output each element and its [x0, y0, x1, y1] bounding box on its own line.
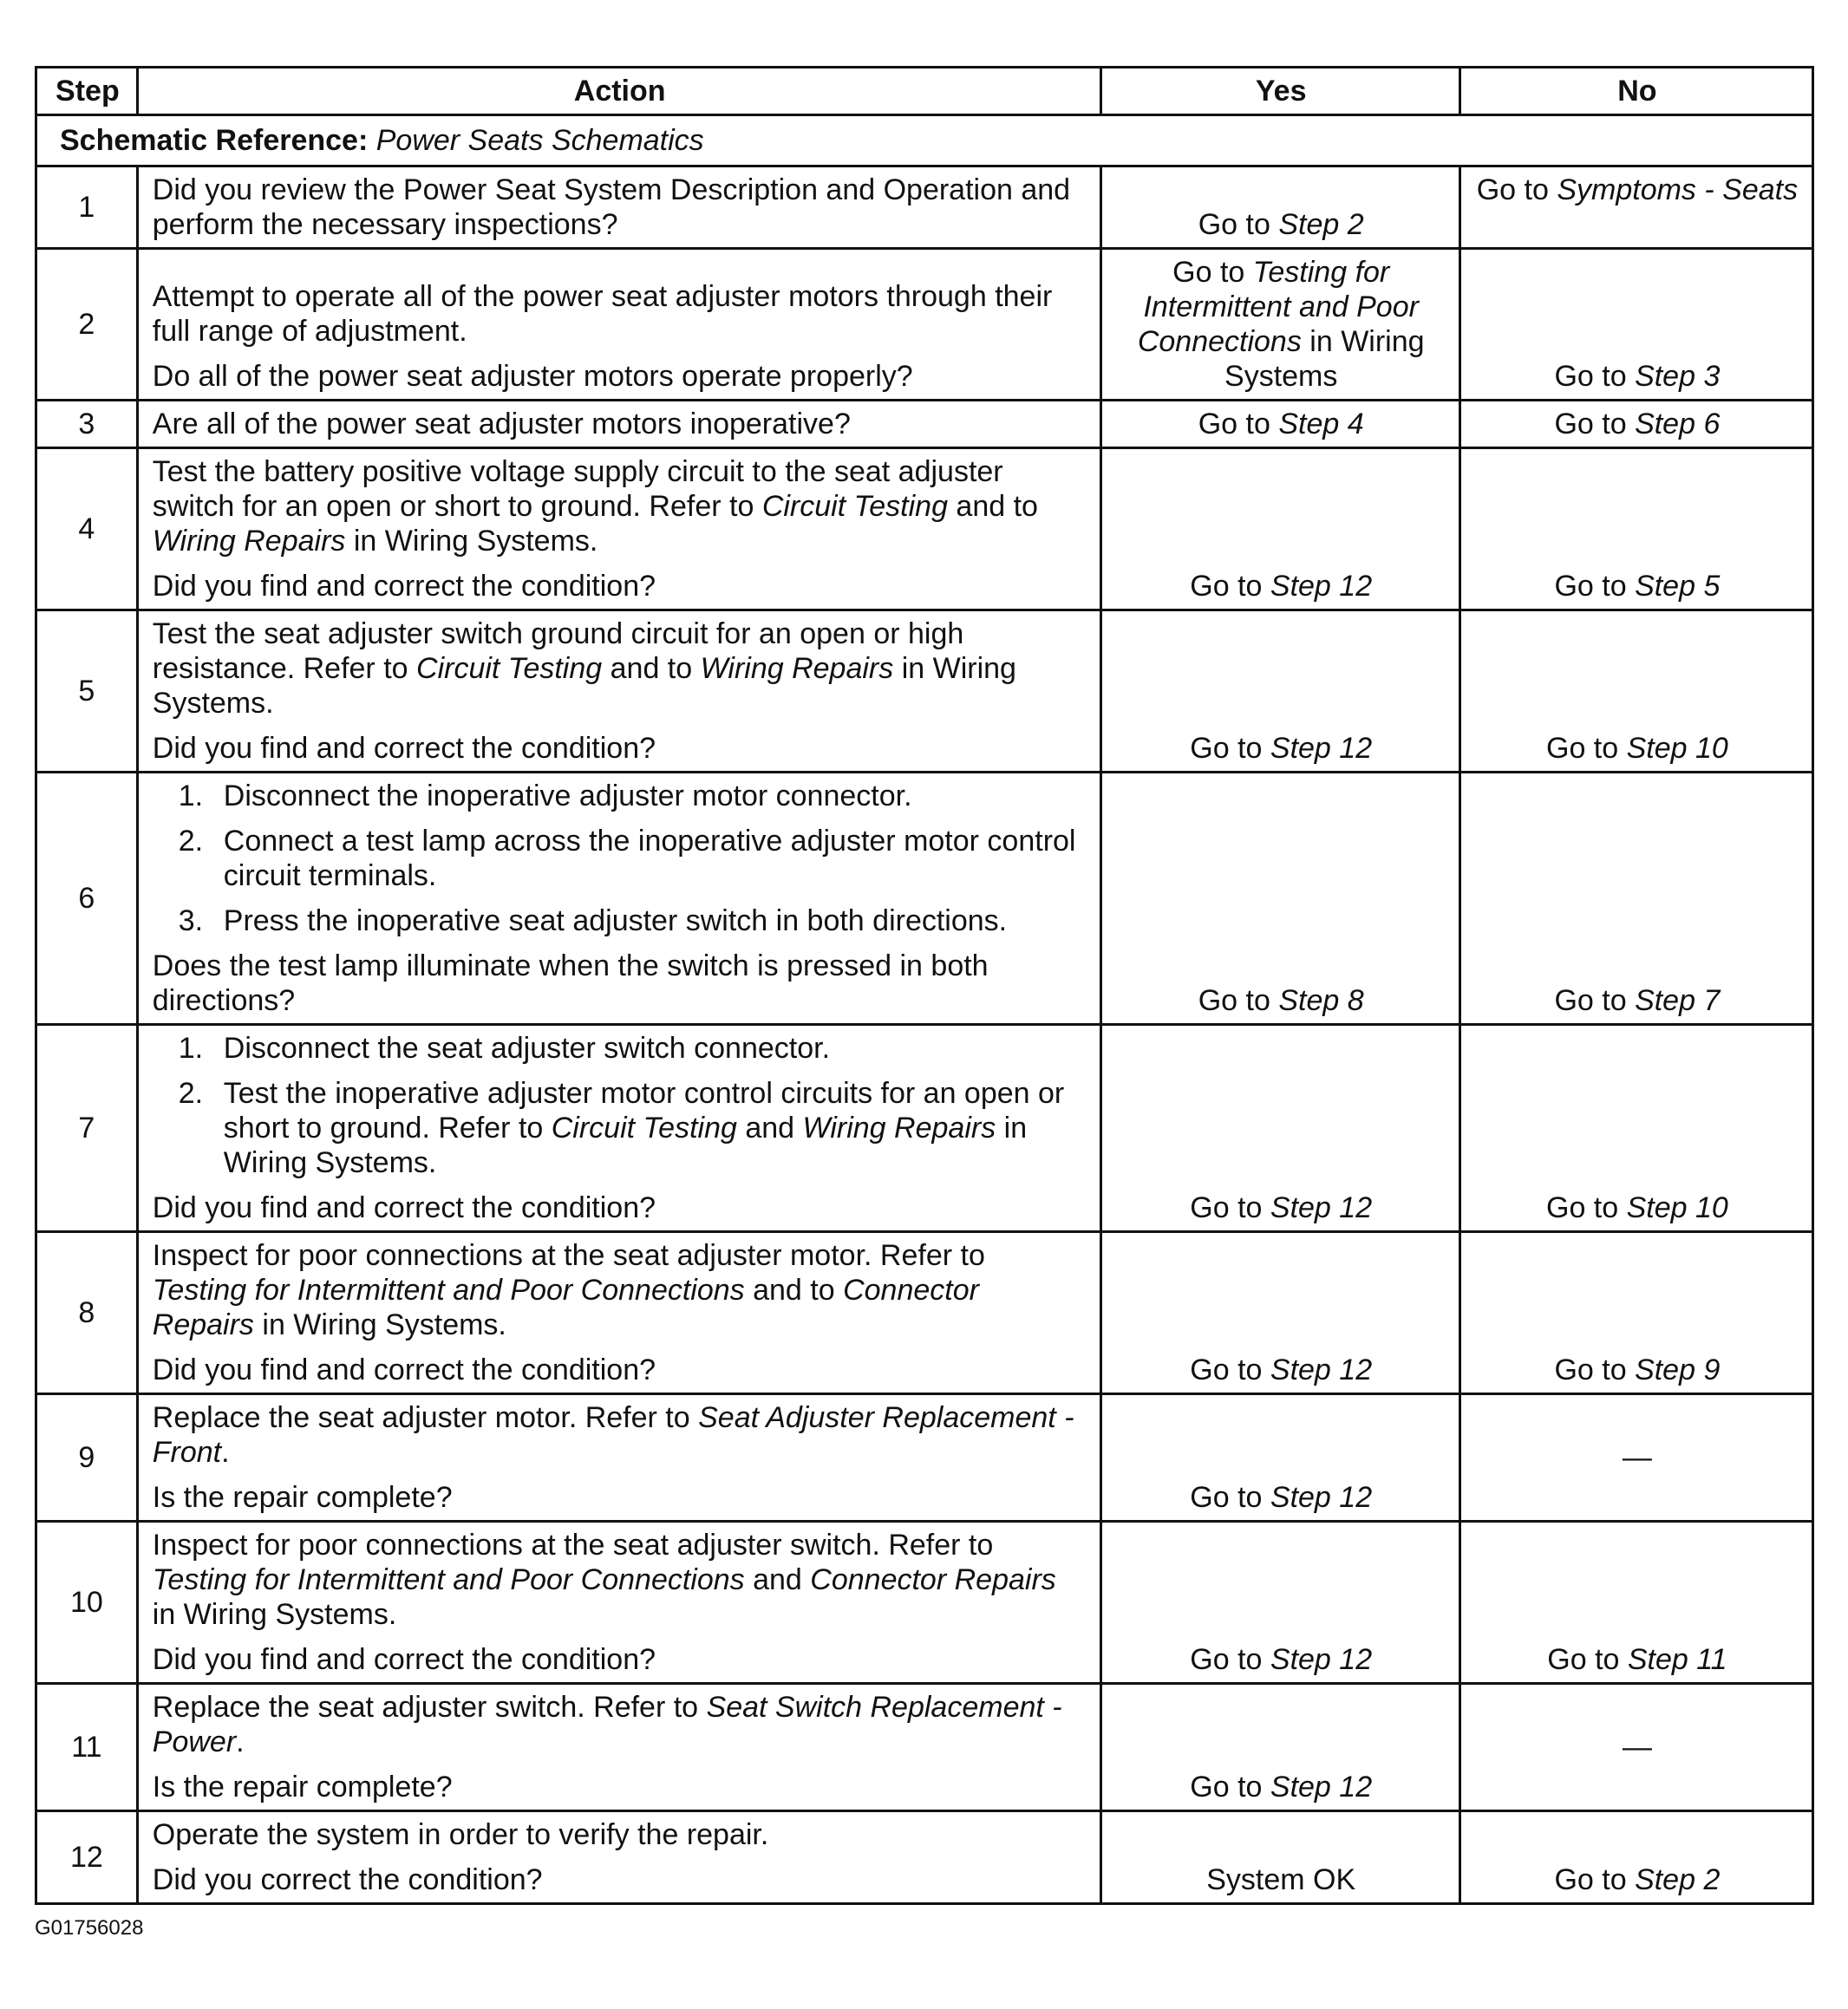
table-row — [36, 166, 1813, 249]
no-cell — [1459, 610, 1812, 773]
action-substep — [153, 824, 1087, 893]
action-text: . — [221, 1436, 230, 1469]
no-cell — [1459, 401, 1812, 448]
action-sentence — [153, 1400, 1087, 1470]
action-sentence — [153, 1817, 1087, 1852]
action-cell — [137, 1394, 1100, 1522]
action-text: Replace the seat adjuster switch. Refer to — [152, 1691, 707, 1724]
action-reference: Connector Repairs — [152, 1274, 979, 1341]
action-sentence — [153, 1353, 1087, 1387]
yes-cell — [1100, 1522, 1459, 1684]
step-number: 5 — [36, 610, 138, 773]
table-row — [36, 610, 1813, 773]
action-reference: Testing for Intermittent and Poor Connections — [152, 1274, 745, 1307]
no-reference: Step 5 — [1635, 570, 1721, 603]
action-text: Test the seat adjuster switch ground circuit for an open or high resistance. Refer to — [152, 617, 964, 685]
action-sentence — [153, 569, 1087, 603]
no-reference: Step 11 — [1627, 1643, 1727, 1676]
step-number: 1 — [36, 166, 138, 249]
action-text: Replace the seat adjuster motor. Refer to — [152, 1401, 699, 1434]
table-row — [36, 1811, 1813, 1904]
no-cell — [1459, 448, 1812, 610]
yes-cell — [1100, 166, 1459, 249]
header-row — [36, 68, 1813, 115]
no-cell — [1459, 773, 1812, 1025]
schematic-reference-row — [36, 115, 1813, 166]
action-cell — [137, 1522, 1100, 1684]
action-text: in Wiring Systems. — [345, 525, 598, 558]
action-text: Did you find and correct the condition? — [152, 570, 656, 603]
action-sentence — [153, 359, 1087, 394]
substep-number: 2. — [178, 825, 204, 858]
yes-reference: Step 12 — [1270, 1643, 1373, 1676]
action-text: and to — [744, 1274, 844, 1307]
action-cell — [137, 166, 1100, 249]
action-substep — [153, 1076, 1087, 1180]
action-substep — [153, 1031, 1087, 1066]
schematic-reference-value: Power Seats Schematics — [375, 124, 704, 157]
yes-reference: Step 12 — [1270, 1191, 1373, 1224]
table-row — [36, 1394, 1813, 1522]
step-number: 8 — [36, 1232, 138, 1394]
substep-text: and — [736, 1112, 803, 1145]
table-row — [36, 1522, 1813, 1684]
action-text: and — [744, 1563, 811, 1596]
substep-reference: Circuit Testing — [551, 1112, 737, 1145]
step-number: 12 — [36, 1811, 138, 1904]
no-text: Go to — [1554, 570, 1636, 603]
yes-reference: Step 8 — [1278, 984, 1364, 1017]
action-sentence — [153, 1190, 1087, 1225]
no-text: Go to — [1547, 1643, 1628, 1676]
action-reference: Connector Repairs — [810, 1563, 1056, 1596]
action-text: Test the battery positive voltage supply circuit to the seat adjuster switch for an open or short to ground. Refer to — [152, 455, 1003, 523]
table-body — [36, 115, 1813, 1904]
action-reference: Wiring Repairs — [152, 525, 346, 558]
action-sentence — [153, 454, 1087, 558]
yes-cell — [1100, 448, 1459, 610]
action-text: Operate the system in order to verify the repair. — [152, 1818, 769, 1851]
diagnostic-table — [35, 66, 1814, 1905]
step-number: 7 — [36, 1025, 138, 1232]
action-sentence — [153, 1238, 1087, 1342]
action-cell — [137, 1811, 1100, 1904]
yes-text: Go to — [1190, 1353, 1270, 1386]
substep-number: 1. — [178, 779, 204, 812]
yes-text: Go to — [1190, 1191, 1270, 1224]
yes-text: Go to — [1198, 208, 1279, 241]
substep-text: Connect a test lamp across the inoperative adjuster motor control circuit terminals. — [223, 825, 1076, 892]
substep-text: Press the inoperative seat adjuster switch in both directions. — [223, 904, 1008, 937]
action-sentence — [153, 616, 1087, 721]
action-cell — [137, 610, 1100, 773]
yes-text: Go to — [1198, 408, 1279, 440]
no-reference: Step 10 — [1626, 1191, 1728, 1224]
yes-cell — [1100, 1811, 1459, 1904]
action-reference: Testing for Intermittent and Poor Connections — [152, 1563, 745, 1596]
action-reference: Seat Switch Replacement - Power — [152, 1691, 1062, 1758]
action-text: in Wiring Systems. — [152, 1598, 397, 1631]
no-reference: Step 7 — [1635, 984, 1721, 1017]
action-sentence — [153, 407, 1087, 441]
no-cell — [1459, 1025, 1812, 1232]
action-text: Did you find and correct the condition? — [152, 1191, 656, 1224]
no-cell — [1459, 1811, 1812, 1904]
table-row — [36, 1684, 1813, 1811]
action-text: in Wiring Systems. — [152, 652, 1016, 720]
no-reference: Step 10 — [1626, 732, 1728, 765]
substep-reference: Wiring Repairs — [802, 1112, 996, 1145]
action-sentence — [153, 1642, 1087, 1677]
substep-number: 2. — [178, 1077, 204, 1110]
action-cell — [137, 448, 1100, 610]
action-reference: Wiring Repairs — [700, 652, 894, 685]
yes-reference: Step 2 — [1278, 208, 1364, 241]
substep-text: Disconnect the inoperative adjuster motor connector. — [223, 779, 912, 812]
action-sentence — [153, 279, 1087, 349]
yes-text: Go to — [1190, 732, 1270, 765]
action-sentence — [153, 731, 1087, 766]
action-cell — [137, 1684, 1100, 1811]
no-reference: Symptoms - Seats — [1557, 173, 1799, 206]
step-number: 2 — [36, 249, 138, 401]
action-text: Did you find and correct the condition? — [152, 1353, 656, 1386]
action-sentence — [153, 1480, 1087, 1515]
substep-text: in Wiring Systems. — [223, 1112, 1028, 1179]
action-cell — [137, 401, 1100, 448]
em-dash: — — [1622, 1441, 1652, 1474]
yes-text: System OK — [1206, 1863, 1356, 1896]
yes-cell — [1100, 249, 1459, 401]
no-reference: Step 9 — [1635, 1353, 1721, 1386]
yes-reference: Step 12 — [1270, 1481, 1373, 1514]
no-text: Go to — [1554, 984, 1636, 1017]
table-row — [36, 249, 1813, 401]
action-sentence — [153, 1528, 1087, 1632]
action-text: . — [236, 1725, 245, 1758]
yes-text: Go to — [1190, 570, 1270, 603]
no-text: Go to — [1554, 408, 1636, 440]
yes-cell — [1100, 1684, 1459, 1811]
action-text: and to — [602, 652, 701, 685]
action-text: Are all of the power seat adjuster motors inoperative? — [152, 408, 851, 440]
no-text: Go to — [1554, 1863, 1636, 1896]
step-number: 4 — [36, 448, 138, 610]
substep-text: Test the inoperative adjuster motor control circuits for an open or short to ground. Refer to — [223, 1077, 1065, 1145]
action-substep — [153, 779, 1087, 813]
yes-cell — [1100, 773, 1459, 1025]
action-cell — [137, 773, 1100, 1025]
yes-reference: Step 12 — [1270, 570, 1373, 603]
action-text: Inspect for poor connections at the seat adjuster motor. Refer to — [152, 1239, 985, 1272]
step-number: 11 — [36, 1684, 138, 1811]
yes-cell — [1100, 610, 1459, 773]
action-sentence — [153, 1770, 1087, 1804]
no-text: Go to — [1476, 173, 1557, 206]
header-action: Action — [137, 68, 1100, 115]
header-step: Step — [36, 68, 138, 115]
yes-reference: Step 12 — [1270, 1771, 1373, 1804]
yes-text: Go to — [1190, 1643, 1270, 1676]
action-text: Did you review the Power Seat System Description and Operation and perform the necessary inspections? — [152, 173, 1071, 241]
action-cell — [137, 249, 1100, 401]
yes-reference: Step 12 — [1270, 732, 1373, 765]
step-number: 9 — [36, 1394, 138, 1522]
action-cell — [137, 1025, 1100, 1232]
action-reference: Circuit Testing — [761, 490, 948, 523]
document-id: G01756028 — [35, 1916, 144, 1940]
yes-cell — [1100, 1025, 1459, 1232]
step-number: 6 — [36, 773, 138, 1025]
yes-text: Go to — [1190, 1481, 1270, 1514]
action-text: Did you find and correct the condition? — [152, 1643, 656, 1676]
yes-text: in Wiring Systems — [1224, 325, 1425, 393]
em-dash: — — [1622, 1731, 1652, 1764]
action-text: Did you find and correct the condition? — [152, 732, 656, 765]
table-row — [36, 1232, 1813, 1394]
header-yes: Yes — [1100, 68, 1459, 115]
step-number: 3 — [36, 401, 138, 448]
no-reference: Step 3 — [1635, 360, 1721, 393]
action-text: Did you correct the condition? — [152, 1863, 543, 1896]
no-reference: Step 2 — [1635, 1863, 1721, 1896]
yes-reference: Step 4 — [1278, 408, 1364, 440]
substep-number: 1. — [178, 1032, 204, 1065]
no-cell — [1459, 1232, 1812, 1394]
no-text: Go to — [1546, 732, 1627, 765]
no-cell — [1459, 1394, 1812, 1522]
yes-text: Go to — [1172, 256, 1253, 289]
yes-text: Go to — [1198, 984, 1279, 1017]
header-no: No — [1459, 68, 1812, 115]
table-row — [36, 773, 1813, 1025]
action-text: Is the repair complete? — [152, 1771, 453, 1804]
action-substep — [153, 903, 1087, 938]
action-sentence — [153, 173, 1087, 242]
no-text: Go to — [1546, 1191, 1627, 1224]
table-row — [36, 448, 1813, 610]
no-text: Go to — [1554, 1353, 1636, 1386]
table-row — [36, 401, 1813, 448]
no-cell — [1459, 1684, 1812, 1811]
no-text: Go to — [1554, 360, 1636, 393]
schematic-reference-label: Schematic Reference: — [60, 124, 369, 157]
action-sentence — [153, 1690, 1087, 1759]
no-reference: Step 6 — [1635, 408, 1721, 440]
substep-text: Disconnect the seat adjuster switch connector. — [223, 1032, 831, 1065]
action-text: Inspect for poor connections at the seat adjuster switch. Refer to — [152, 1529, 994, 1562]
yes-cell — [1100, 1394, 1459, 1522]
action-text: Is the repair complete? — [152, 1481, 453, 1514]
action-text: Does the test lamp illuminate when the switch is pressed in both directions? — [152, 949, 989, 1017]
action-text: and to — [947, 490, 1038, 523]
action-reference: Seat Adjuster Replacement - Front — [152, 1401, 1074, 1469]
action-substeps — [153, 779, 1087, 938]
no-cell — [1459, 1522, 1812, 1684]
table-row — [36, 1025, 1813, 1232]
action-substeps — [153, 1031, 1087, 1180]
yes-cell — [1100, 1232, 1459, 1394]
action-text: in Wiring Systems. — [253, 1308, 506, 1341]
action-reference: Circuit Testing — [416, 652, 603, 685]
no-cell — [1459, 166, 1812, 249]
yes-text: Go to — [1190, 1771, 1270, 1804]
no-cell — [1459, 249, 1812, 401]
action-text: Attempt to operate all of the power seat adjuster motors through their full range of adjustment. — [152, 280, 1053, 348]
step-number: 10 — [36, 1522, 138, 1684]
action-text: Do all of the power seat adjuster motors operate properly? — [152, 360, 913, 393]
action-sentence — [153, 949, 1087, 1018]
schematic-reference-cell — [36, 115, 1813, 166]
yes-cell — [1100, 401, 1459, 448]
action-cell — [137, 1232, 1100, 1394]
yes-reference: Testing for Intermittent and Poor Connections — [1137, 256, 1419, 358]
substep-number: 3. — [178, 904, 204, 937]
action-sentence — [153, 1862, 1087, 1897]
yes-reference: Step 12 — [1270, 1353, 1373, 1386]
